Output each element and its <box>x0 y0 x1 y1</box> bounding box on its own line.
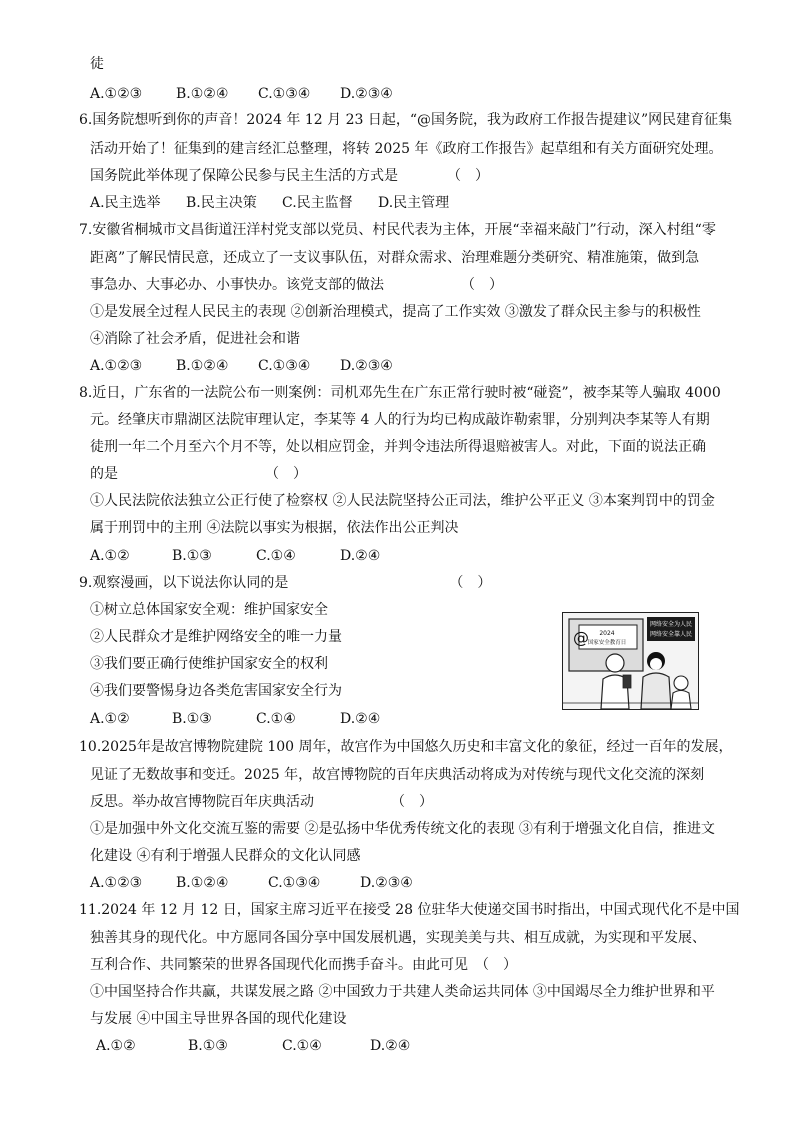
option-a[interactable]: A.民主选举 <box>90 195 161 211</box>
q6-line2: 活动开始了！征集到的建言经汇总整理，将转 2025 年《政府工作报告》起草组和有关方面研究处理。 <box>90 141 723 157</box>
q8-line3: 徒刑一年二个月至六个月不等，处以相应罚金，并判令违法所得退赔被害人。对此，下面的说法正确 <box>90 439 706 455</box>
option-c[interactable]: C.①④ <box>282 1038 322 1054</box>
option-b[interactable]: B.①②④ <box>176 875 229 891</box>
option-d[interactable]: D.民主管理 <box>378 195 450 211</box>
option-c[interactable]: C.①④ <box>256 711 296 727</box>
sign-text-1: 网络安全为人民 <box>649 621 693 628</box>
q7-line1: 7.安徽省桐城市文昌街道汪洋村党支部以党员、村民代表为主体，开展“幸福来敲门”行动，深入村组“零 <box>79 222 716 238</box>
option-c[interactable]: C.①④ <box>256 548 296 564</box>
q9-statement1: ①树立总体国家安全观：维护国家安全 <box>90 602 328 618</box>
at-sign-icon: @ <box>573 628 589 647</box>
q7-statements2: ④消除了社会矛盾，促进社会和谐 <box>90 331 300 347</box>
option-a[interactable]: A.①②③ <box>90 358 143 374</box>
q8-options <box>90 546 380 566</box>
option-b[interactable]: B.民主决策 <box>186 195 257 211</box>
q11-line3: 互利合作、共同繁荣的世界各国现代化而携手奋斗。由此可见 （ ） <box>90 957 517 973</box>
option-d[interactable]: D.②③④ <box>360 875 413 891</box>
q7-options <box>90 356 393 376</box>
q5-options <box>90 84 393 104</box>
q5-tail: 徒 <box>90 56 104 72</box>
q11-line1: 11.2024 年 12 月 12 日，国家主席习近平在接受 28 位驻华大使递交国书时指出，中国式现代化不是中国 <box>79 902 740 918</box>
option-a[interactable]: A.①② <box>90 548 130 564</box>
option-a[interactable]: A.①② <box>90 711 130 727</box>
poster-text-1: 2024 <box>599 630 615 637</box>
q10-statements2: 化建设 ④有利于增强人民群众的文化认同感 <box>90 848 361 864</box>
poster-text-2: 国家安全教育日 <box>587 640 627 646</box>
q10-statements1: ①是加强中外文化交流互鉴的需要 ②是弘扬中华优秀传统文化的表现 ③有利于增强文化自信，推进文 <box>90 821 715 837</box>
option-b[interactable]: B.①③ <box>172 711 212 727</box>
option-b[interactable]: B.①②④ <box>176 358 229 374</box>
q11-options <box>96 1036 410 1056</box>
q9-statement3: ③我们要正确行使维护国家安全的权利 <box>90 656 328 672</box>
option-d[interactable]: D.②④ <box>340 548 381 564</box>
sign-text-2: 网络安全靠人民 <box>649 631 693 638</box>
option-b[interactable]: B.①②④ <box>176 86 229 102</box>
option-a[interactable]: A.①②③ <box>90 86 143 102</box>
q6-options <box>90 193 449 213</box>
q6-line3: 国务院此举体现了保障公民参与民主生活的方式是 （ ） <box>90 168 489 184</box>
option-a[interactable]: A.①② <box>96 1038 136 1054</box>
option-b[interactable]: B.①③ <box>172 548 212 564</box>
q7-line2: 距离”了解民情民意，还成立了一支议事队伍，对群众需求、治理难题分类研究、精准施策，做到急 <box>90 250 700 266</box>
q9-statement2: ②人民群众才是维护网络安全的唯一力量 <box>90 629 342 645</box>
q9-options <box>90 709 380 729</box>
q8-line1: 8.近日，广东省的一法院公布一则案例：司机邓先生在广东正常行驶时被“碰瓷”，被李某等人骗取 4000 <box>79 385 721 401</box>
q10-line3: 反思。举办故宫博物院百年庆典活动 （ ） <box>90 794 433 810</box>
option-d[interactable]: D.②③④ <box>340 358 393 374</box>
q8-line2: 元。经肇庆市鼎湖区法院审理认定，李某等 4 人的行为均已构成敲诈勒索罪，分别判决李某等人有期 <box>90 412 710 428</box>
q7-statements1: ①是发展全过程人民民主的表现 ②创新治理模式，提高了工作实效 ③激发了群众民主参与的积极性 <box>90 304 701 320</box>
q9-statement4: ④我们要警惕身边各类危害国家安全行为 <box>90 683 342 699</box>
q11-line2: 独善其身的现代化。中方愿同各国分享中国发展机遇，实现美美与共、相互成就，为实现和平发展、 <box>90 930 706 946</box>
q6-line1: 6.国务院想听到你的声音！2024 年 12 月 23 日起，“@国务院，我为政府工作报告提建议”网民建育征集 <box>79 112 733 128</box>
option-c[interactable]: C.①③④ <box>268 875 321 891</box>
option-d[interactable]: D.②④ <box>370 1038 411 1054</box>
q7-line3: 事急办、大事必办、小事快办。该党支部的做法 （ ） <box>90 277 503 293</box>
q10-options <box>90 873 413 893</box>
q8-statements1: ①人民法院依法独立公正行使了检察权 ②人民法院坚持公正司法，维护公平正义 ③本案判罚中的罚金 <box>90 493 715 509</box>
q8-statements2: 属于刑罚中的主刑 ④法院以事实为根据，依法作出公正判决 <box>90 520 459 536</box>
q11-statements1: ①中国坚持合作共赢，共谋发展之路 ②中国致力于共建人类命运共同体 ③中国竭尽全力维护世界和平 <box>90 984 715 1000</box>
option-d[interactable]: D.②③④ <box>340 86 393 102</box>
q11-statements2: 与发展 ④中国主导世界各国的现代化建设 <box>90 1011 347 1027</box>
cartoon-drawing <box>563 613 698 709</box>
safety-cartoon <box>562 612 699 710</box>
option-c[interactable]: C.①③④ <box>258 86 311 102</box>
option-d[interactable]: D.②④ <box>340 711 381 727</box>
phone-icon <box>623 675 631 688</box>
option-c[interactable]: C.①③④ <box>258 358 311 374</box>
option-a[interactable]: A.①②③ <box>90 875 143 891</box>
q9-line1: 9.观察漫画，以下说法你认同的是 （ ） <box>79 575 492 591</box>
q10-line1: 10.2025年是故宫博物院建院 100 周年，故宫作为中国悠久历史和丰富文化的象征，经过一百年的发展， <box>79 739 733 755</box>
q10-line2: 见证了无数故事和变迁。2025 年，故宫博物院的百年庆典活动将成为对传统与现代文化交流的深刻 <box>90 767 705 783</box>
option-c[interactable]: C.民主监督 <box>282 195 353 211</box>
option-b[interactable]: B.①③ <box>188 1038 228 1054</box>
q8-line4: 的是 （ ） <box>90 466 307 482</box>
